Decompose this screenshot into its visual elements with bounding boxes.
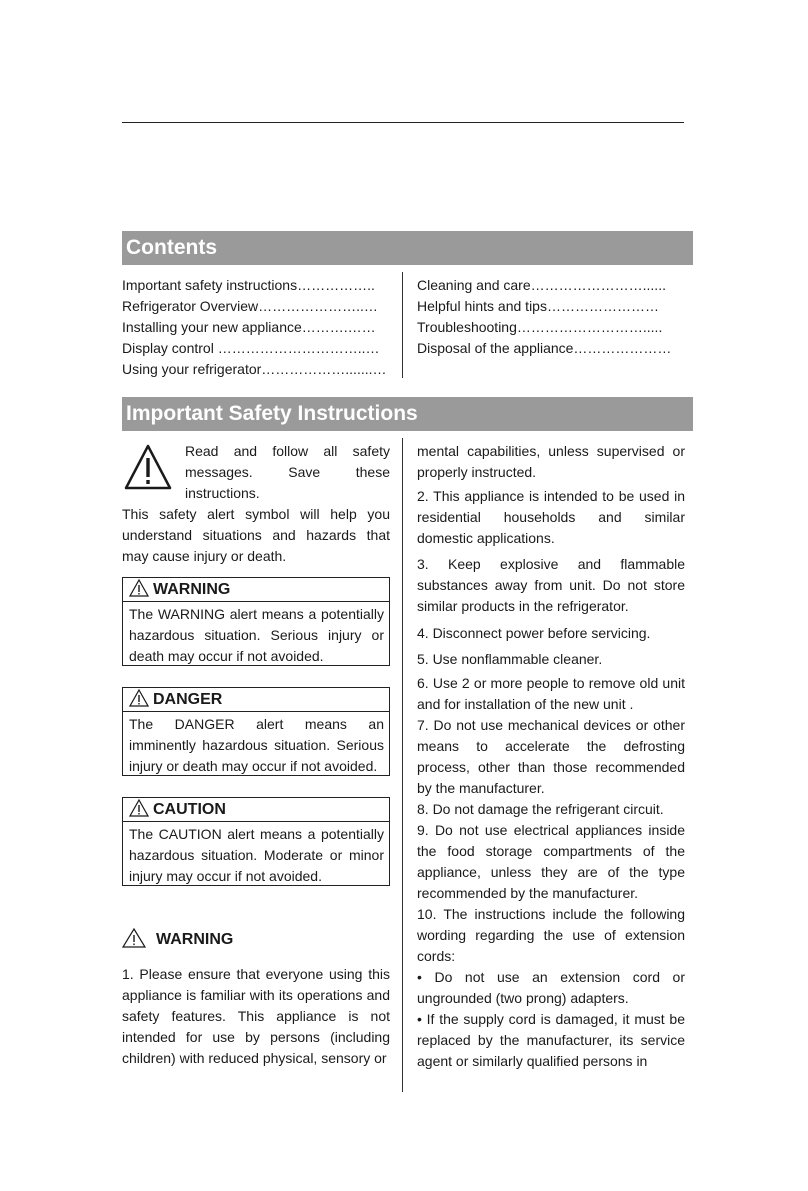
warning-triangle-icon — [129, 689, 149, 707]
contents-item[interactable]: Display control …………………………..… — [122, 340, 380, 356]
safety-item: 10. The instructions include the following wording regarding the use of extension cords: — [417, 906, 685, 964]
safety-item: 8. Do not damage the refrigerant circuit. — [417, 801, 664, 817]
caution-box-title: CAUTION — [153, 801, 226, 818]
safety-item: 3. Keep explosive and flammable substances away from unit. Do not store similar products in the refrigerator. — [417, 556, 685, 614]
safety-item: 9. Do not use electrical appliances inside the food storage compartments of the appliance, unless they are of the type recommended by the manufacturer. — [417, 822, 685, 901]
warning-triangle-icon — [129, 579, 149, 597]
safety-divider — [402, 438, 403, 1092]
contents-right-list — [417, 275, 671, 359]
safety-item: 6. Use 2 or more people to remove old unit and for installation of the new unit . — [417, 675, 685, 712]
danger-box-header — [123, 688, 389, 712]
caution-box — [122, 797, 390, 886]
contents-item[interactable]: Cleaning and care……………………...... — [417, 277, 666, 293]
warning-heading — [122, 928, 233, 949]
safety-item: 4. Disconnect power before servicing. — [417, 625, 651, 641]
safety-item: 5. Use nonflammable cleaner. — [417, 651, 603, 667]
warning-item-1: 1. Please ensure that everyone using this appliance is familiar with its operations and safety features. This appliance is not intended for use by persons (including children) with reduced physical, sensory or — [122, 966, 390, 1066]
warning-box-text: The WARNING alert means a potentially hazardous situation. Serious injury or death may occur if not avoided. — [129, 606, 384, 664]
caution-box-text: The CAUTION alert means a potentially hazardous situation. Moderate or minor injury may occur if not avoided. — [129, 826, 384, 884]
safety-heading: Important Safety Instructions — [122, 397, 693, 431]
safety-item: 2. This appliance is intended to be used in residential households and similar domestic applications. — [417, 488, 685, 546]
warning-heading-label: WARNING — [156, 931, 234, 948]
caution-box-header — [123, 798, 389, 822]
header-rule — [122, 122, 684, 123]
contents-item[interactable]: Helpful hints and tips…………………… — [417, 298, 659, 314]
safety-item: • Do not use an extension cord or ungrounded (two prong) adapters. — [417, 969, 685, 1006]
warning-box — [122, 577, 390, 666]
danger-box-title: DANGER — [153, 691, 223, 708]
intro-icon-text: Read and follow all safety messages. Save these instructions. — [185, 443, 390, 501]
danger-box — [122, 687, 390, 776]
warning-box-title: WARNING — [153, 581, 231, 598]
safety-item: • If the supply cord is damaged, it must be replaced by the manufacturer, its service agent or similarly qualified persons in — [417, 1011, 685, 1069]
warning-triangle-icon — [129, 799, 149, 817]
contents-heading: Contents — [122, 231, 693, 265]
contents-item[interactable]: Troubleshooting………………………..... — [417, 319, 663, 335]
contents-left-list — [122, 275, 387, 380]
warning-box-header — [123, 578, 389, 602]
safety-item: 7. Do not use mechanical devices or other means to accelerate the defrosting process, other than those recommended by the manufacturer. — [417, 717, 685, 796]
safety-right-column — [417, 441, 685, 1072]
contents-divider — [402, 272, 403, 378]
safety-item: mental capabilities, unless supervised or properly instructed. — [417, 443, 685, 480]
intro-text: This safety alert symbol will help you understand situations and hazards that may cause injury or death. — [122, 506, 390, 564]
contents-item[interactable]: Using your refrigerator……………….......… — [122, 361, 387, 377]
danger-box-text: The DANGER alert means an imminently hazardous situation. Serious injury or death may occur if not avoided. — [129, 716, 384, 774]
contents-item[interactable]: Refrigerator Overview…………………..… — [122, 298, 378, 314]
contents-item[interactable]: Important safety instructions…………….. — [122, 277, 375, 293]
warning-triangle-icon — [122, 928, 146, 948]
safety-alert-icon — [124, 444, 172, 490]
contents-item[interactable]: Disposal of the appliance………………… — [417, 340, 672, 356]
contents-item[interactable]: Installing your new appliance……….…… — [122, 319, 376, 335]
